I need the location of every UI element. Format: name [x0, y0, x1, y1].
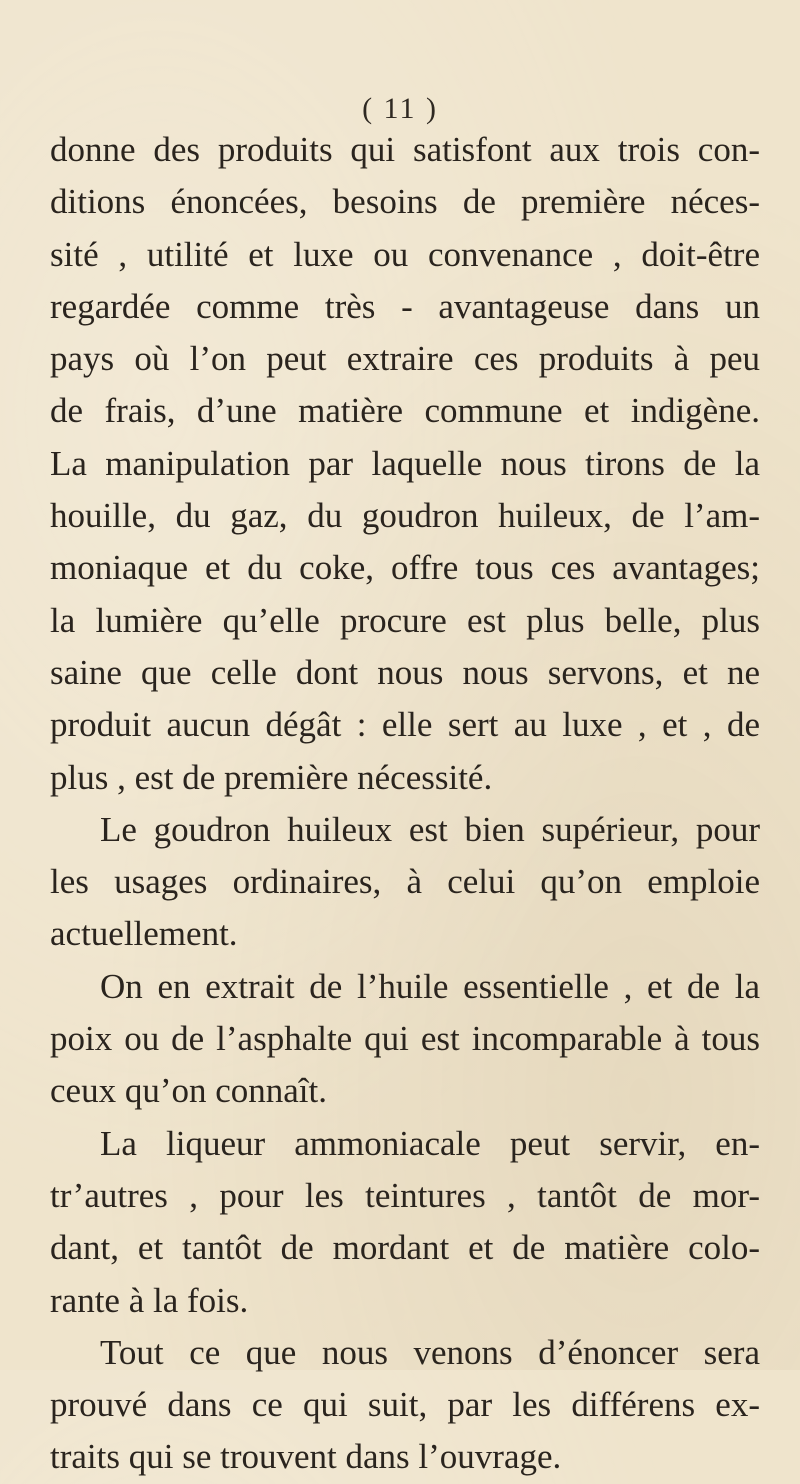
text-line: de frais, d’une matière commune et indigène. [50, 391, 760, 431]
text-line: les usages ordinaires, à celui qu’on emploie [50, 862, 760, 902]
text-line: ceux qu’on connaît. [50, 1071, 327, 1111]
text-line: On en extrait de l’huile essentielle , et de la [100, 966, 760, 1006]
text-line: houille, du gaz, du goudron huileux, de l’am- [50, 496, 760, 536]
text-line: la lumière qu’elle procure est plus belle, plus [50, 600, 760, 640]
text-line: tr’autres , pour les teintures , tantôt de mor- [50, 1175, 760, 1215]
text-line: prouvé dans ce qui suit, par les différens ex- [50, 1385, 760, 1425]
text-line: regardée comme très - avantageuse dans un [50, 286, 760, 326]
text-line: La manipulation par laquelle nous tirons de la [50, 443, 760, 483]
text-line: dant, et tantôt de mordant et de matière colo- [50, 1228, 760, 1268]
text-line: moniaque et du coke, offre tous ces avantages; [50, 548, 760, 588]
text-line: sité , utilité et luxe ou convenance , doit-être [50, 234, 760, 274]
text-line: pays où l’on peut extraire ces produits à peu [50, 339, 760, 379]
text-line: Le goudron huileux est bien supérieur, pour [100, 809, 760, 849]
text-line: plus , est de première nécessité. [50, 757, 493, 797]
body-text [50, 124, 760, 1484]
text-line: saine que celle dont nous nous servons, et ne [50, 652, 760, 692]
text-line: ditions énoncées, besoins de première néces- [50, 182, 760, 222]
text-line: produit aucun dégât : elle sert au luxe , et , de [50, 705, 760, 745]
text-line: poix ou de l’asphalte qui est incomparable à tous [50, 1019, 760, 1059]
text-line: actuellement. [50, 914, 238, 954]
text-line: traits qui se trouvent dans l’ouvrage. [50, 1437, 562, 1477]
text-line: La liqueur ammoniacale peut servir, en- [100, 1123, 760, 1163]
text-line: donne des produits qui satisfont aux trois con- [50, 130, 760, 169]
text-line: rante à la fois. [50, 1280, 249, 1320]
page-number: ( 11 ) [362, 92, 438, 125]
text-line: Tout ce que nous venons d’énoncer sera [100, 1332, 760, 1372]
